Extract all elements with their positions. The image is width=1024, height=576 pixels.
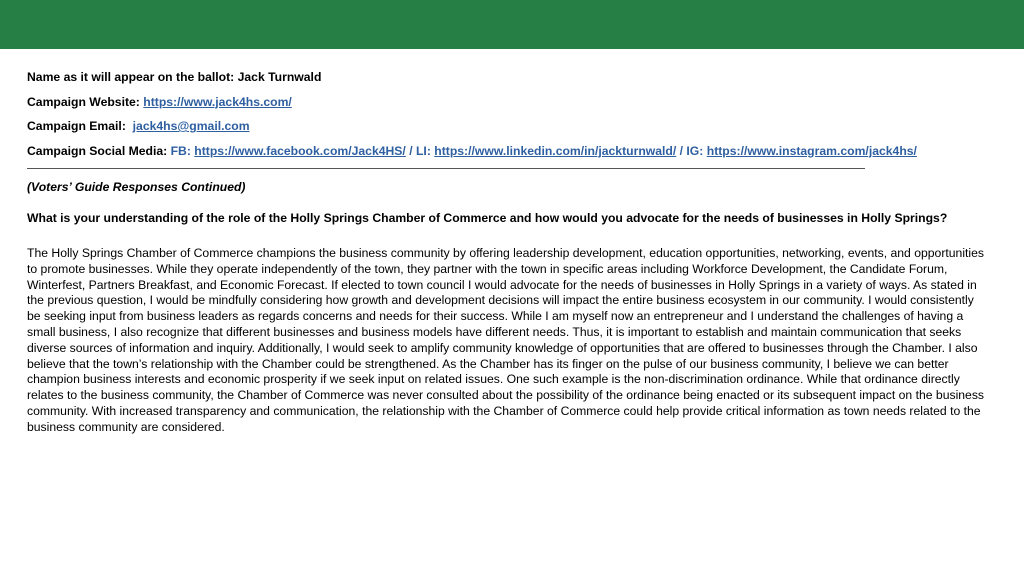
facebook-link[interactable]: https://www.facebook.com/Jack4HS/ (194, 143, 406, 158)
ballot-name-label: Name as it will appear on the ballot: (27, 70, 235, 84)
header-bar (0, 0, 1024, 49)
separator: / (409, 143, 413, 158)
candidate-info (27, 70, 987, 168)
section-label: (Voters’ Guide Responses Continued) (27, 180, 246, 194)
divider (27, 168, 865, 169)
website-line (27, 95, 987, 110)
linkedin-link[interactable]: https://www.linkedin.com/in/jackturnwald/ (434, 143, 677, 158)
ballot-name-value: Jack Turnwald (237, 70, 322, 84)
instagram-link[interactable]: https://www.instagram.com/jack4hs/ (706, 143, 917, 158)
website-label: Campaign Website: (27, 94, 140, 109)
question-text: What is your understanding of the role of the Holly Springs Chamber of Commerce and how would you advocate for the needs of businesses in Holly Springs? (27, 211, 948, 225)
li-label: LI: (415, 143, 431, 158)
website-link[interactable]: https://www.jack4hs.com/ (143, 94, 292, 109)
email-link[interactable]: jack4hs@gmail.com (132, 119, 250, 133)
social-label: Campaign Social Media: (27, 143, 168, 158)
email-line (27, 119, 987, 134)
ig-label: IG: (686, 143, 704, 158)
fb-label: FB: (170, 143, 191, 158)
email-label: Campaign Email: (27, 119, 126, 133)
social-line (27, 144, 987, 159)
separator: / (679, 143, 684, 158)
ballot-name-line (27, 70, 987, 85)
answer-text: The Holly Springs Chamber of Commerce champions the business community by offering leadership development, education opportunities, networking, events, and opportunities to promote businesses. While they operate independently of the town, they partner with the town in specific areas including Workforce Development, the Candidate Forum, Winterfest, Partners Breakfast, and Economic Forecast. If elected to town council I would advocate for the needs of businesses in Holly Springs in a variety of ways. As stated in the previous question, I would be mindfully considering how growth and development decisions will impact the entire business ecosystem in our community. I would consistently be seeking input from business leaders as regards concerns and needs for their success. While I am myself now an entrepreneur and I understand the challenges of having a small business, I also recognize that different businesses and business models have different needs. Thus, it is important to establish and maintain communication that seeks diverse sources of information and inquiry. Additionally, I would seek to amplify community knowledge of opportunities that are offered to businesses through the Chamber. I also believe that the town’s relationship with the Chamber could be strengthened. As the Chamber has its finger on the pulse of our business community, I believe we can better champion business interests and economic prosperity if we seek input on related issues. One such example is the non-discrimination ordinance. While that ordinance directly relates to the business community, the Chamber of Commerce was never consulted about the possibility of the ordinance being enacted or its subsequent impact on the business community. With increased transparency and communication, the relationship with the Chamber of Commerce could help provide critical information as town needs related to the business community are considered. (27, 246, 985, 434)
